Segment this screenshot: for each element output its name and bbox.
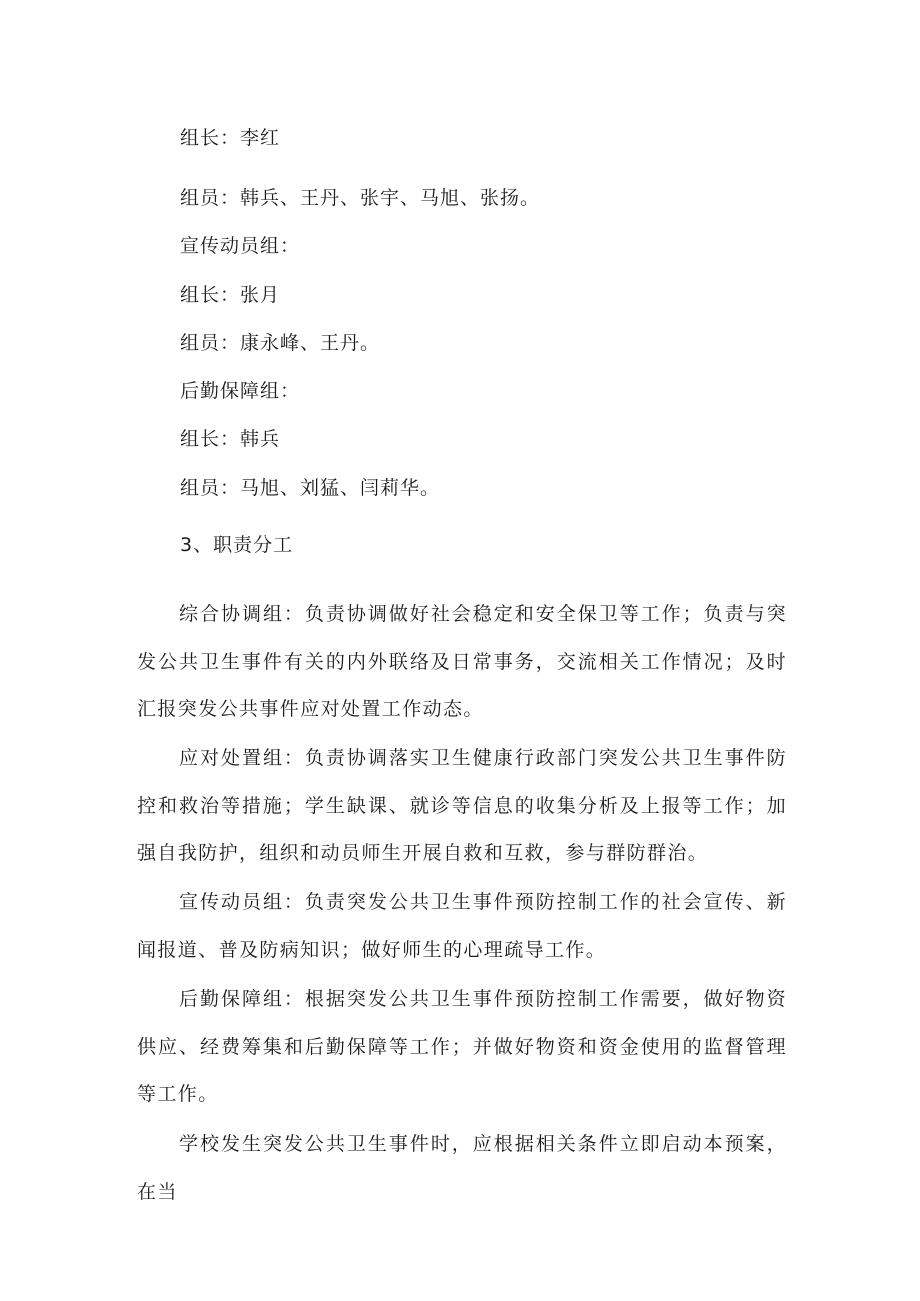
- section-heading: 3、职责分工: [180, 534, 294, 556]
- coord-leader-line: 组长：李红: [180, 127, 281, 149]
- duty-paragraph-response: 应对处置组：负责协调落实卫生健康行政部门突发公共卫生事件防控和救治等措施；学生缺课、就诊等信息的收集分析及上报等工作；加强自我防护，组织和动员师生开展自救和互救，参与群防群治。: [137, 747, 787, 864]
- logistics-members-line: 组员：马旭、刘猛、闫莉华。: [180, 477, 441, 499]
- logistics-group-heading: 后勤保障组：: [180, 380, 301, 402]
- duty-paragraph-activation: 学校发生突发公共卫生事件时，应根据相关条件立即启动本预案，在当: [137, 1133, 787, 1203]
- publicity-leader-line: 组长：张月: [180, 284, 281, 306]
- duty-paragraph-publicity: 宣传动员组：负责突发公共卫生事件预防控制工作的社会宣传、新闻报道、普及防病知识；做好师生的心理疏导工作。: [137, 891, 787, 961]
- publicity-group-heading: 宣传动员组：: [180, 235, 301, 257]
- duty-paragraph-coordination: 综合协调组：负责协调做好社会稳定和安全保卫等工作；负责与突发公共卫生事件有关的内外联络及日常事务，交流相关工作情况；及时汇报突发公共事件应对处置工作动态。: [137, 603, 787, 720]
- coord-members-line: 组员：韩兵、王丹、张宇、马旭、张扬。: [180, 187, 541, 209]
- logistics-leader-line: 组长：韩兵: [180, 428, 281, 450]
- duty-paragraph-logistics: 后勤保障组：根据突发公共卫生事件预防控制工作需要，做好物资供应、经费筹集和后勤保障等工作；并做好物资和资金使用的监督管理等工作。: [137, 988, 787, 1105]
- publicity-members-line: 组员：康永峰、王丹。: [180, 332, 381, 354]
